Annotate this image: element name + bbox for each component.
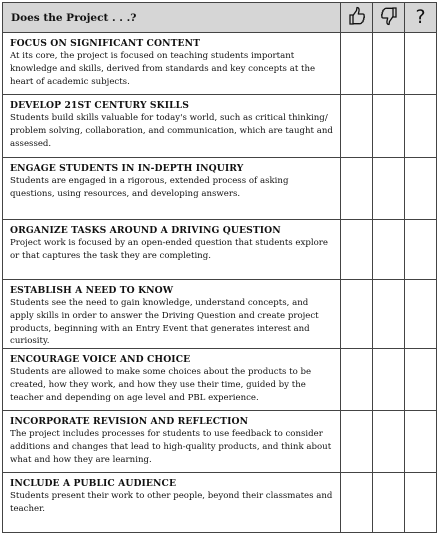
criterion-title: DEVELOP 21ST CENTURY SKILLS (10, 100, 189, 111)
criterion-description: Students are allowed to make some choices about the products to be created, how they work, and how they use their time, guided by the teacher and depending on age level and PBL experience. (10, 367, 312, 403)
thumbs-up-checkbox-cell[interactable] (341, 349, 373, 411)
thumbs-up-icon (348, 6, 366, 26)
unsure-checkbox-cell[interactable] (405, 95, 437, 158)
criterion-title: FOCUS ON SIGNIFICANT CONTENT (10, 38, 201, 49)
unsure-checkbox-cell[interactable] (405, 220, 437, 280)
criterion-cell (3, 33, 341, 95)
column-thumbs-down (373, 3, 405, 33)
thumbs-down-checkbox-cell[interactable] (373, 411, 405, 473)
criterion-description: Project work is focused by an open-ended question that students explore or that captures the task they are completing. (10, 238, 328, 261)
criterion-cell (3, 158, 341, 220)
thumbs-up-checkbox-cell[interactable] (341, 220, 373, 280)
criterion-cell (3, 280, 341, 349)
criterion-row (3, 220, 437, 280)
criterion-row (3, 158, 437, 220)
criterion-row (3, 33, 437, 95)
criterion-title: INCLUDE A PUBLIC AUDIENCE (10, 478, 177, 490)
criterion-row (3, 473, 437, 533)
header-row (3, 3, 437, 33)
thumbs-down-checkbox-cell[interactable] (373, 220, 405, 280)
unsure-checkbox-cell[interactable] (405, 473, 437, 533)
table-title: Does the Project . . .? (3, 3, 341, 33)
column-unsure (405, 3, 437, 33)
checklist-sheet (2, 2, 436, 526)
unsure-checkbox-cell[interactable] (405, 349, 437, 411)
criterion-cell (3, 411, 341, 473)
thumbs-up-checkbox-cell[interactable] (341, 95, 373, 158)
criterion-description: Students see the need to gain knowledge, understand concepts, and apply skills in order to answer the Driving Question and create project products, beginning with an Entry Event that generates interest and curiosity. (10, 298, 319, 347)
criterion-title: ORGANIZE TASKS AROUND A DRIVING QUESTION (10, 225, 281, 236)
thumbs-up-checkbox-cell[interactable] (341, 33, 373, 95)
criterion-description: The project includes processes for students to use feedback to consider additions and changes that lead to high-quality products, and think about what and how they are learning. (10, 429, 332, 465)
criterion-description: Students present their work to other people, beyond their classmates and teacher. (10, 491, 333, 514)
criterion-description: Students build skills valuable for today's world, such as critical thinking/ problem solving, collaboration, and communication, which are taught and assessed. (10, 113, 333, 149)
criterion-cell (3, 95, 341, 158)
criterion-row (3, 280, 437, 349)
criterion-description: At its core, the project is focused on teaching students important knowledge and skills, derived from standards and key concepts at the heart of academic subjects. (10, 51, 316, 87)
thumbs-down-checkbox-cell[interactable] (373, 33, 405, 95)
question-mark-label: ? (415, 6, 426, 28)
thumbs-down-icon (380, 6, 398, 26)
criterion-title: ENCOURAGE VOICE AND CHOICE (10, 354, 191, 366)
criterion-row (3, 95, 437, 158)
criterion-cell (3, 220, 341, 280)
thumbs-down-checkbox-cell[interactable] (373, 280, 405, 349)
unsure-checkbox-cell[interactable] (405, 280, 437, 349)
thumbs-down-checkbox-cell[interactable] (373, 473, 405, 533)
unsure-checkbox-cell[interactable] (405, 411, 437, 473)
project-checklist-table (2, 2, 437, 533)
criterion-description: Students are engaged in a rigorous, extended process of asking questions, using resources, and developing answers. (10, 176, 289, 199)
unsure-checkbox-cell[interactable] (405, 158, 437, 220)
thumbs-up-checkbox-cell[interactable] (341, 280, 373, 349)
thumbs-down-checkbox-cell[interactable] (373, 158, 405, 220)
unsure-checkbox-cell[interactable] (405, 33, 437, 95)
thumbs-down-checkbox-cell[interactable] (373, 95, 405, 158)
thumbs-down-checkbox-cell[interactable] (373, 349, 405, 411)
thumbs-up-checkbox-cell[interactable] (341, 473, 373, 533)
criterion-row (3, 411, 437, 473)
criterion-title: ENGAGE STUDENTS IN IN-DEPTH INQUIRY (10, 163, 244, 174)
column-thumbs-up (341, 3, 373, 33)
thumbs-up-checkbox-cell[interactable] (341, 158, 373, 220)
criterion-title: ESTABLISH A NEED TO KNOW (10, 285, 174, 296)
criterion-title: INCORPORATE REVISION AND REFLECTION (10, 416, 249, 428)
thumbs-up-checkbox-cell[interactable] (341, 411, 373, 473)
criterion-cell (3, 473, 341, 533)
criterion-cell (3, 349, 341, 411)
criterion-row (3, 349, 437, 411)
